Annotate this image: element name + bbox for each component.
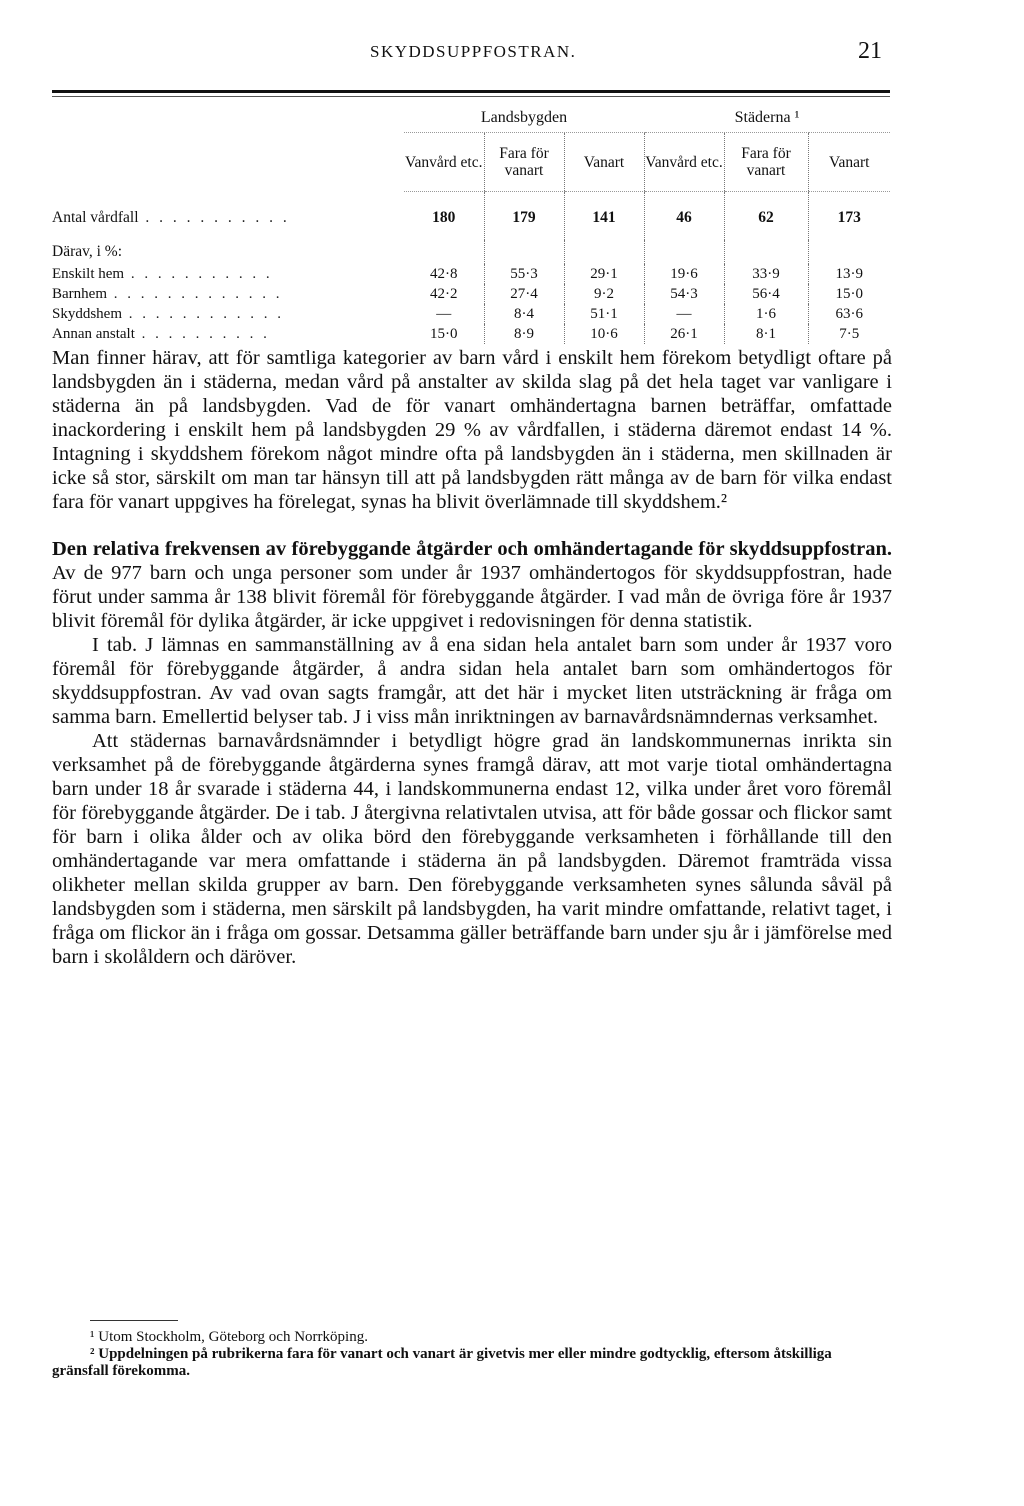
paragraph: Man finner härav, att för samtliga kategorier av barn vård i enskilt hem förekom betydligt oftare på landsbygden än i städerna, medan vård på anstalter av skilda slag på det hela taget var vanligare i städerna än på landsbygden. Vad de för vanart omhändertagna barnen beträffar, omfattade inackordering i enskilt hem på landsbygden 29 % av vårdfallen, i städerna däremot endast 14 %. Intagning i skyddshem förekom något mindre ofta på landsbygden än i städerna, men skillnaden är icke så stor, särskilt om man tar hänsyn till att på landsbygden rätt många av de barn för vilka endast fara för vanart uppgives ha förelegat, synas ha blivit överlämnade till skyddshem.²: [52, 347, 892, 513]
table-top-thin-rule: [52, 96, 890, 97]
group-header-staderna: Städerna ¹: [644, 104, 890, 133]
table-cell: 8·4: [484, 304, 564, 324]
table-cell: 56·4: [724, 284, 808, 304]
table-cell: 33·9: [724, 264, 808, 284]
table-cell: 27·4: [484, 284, 564, 304]
table-cell: 42·2: [430, 285, 458, 302]
row-label: Annan anstalt: [52, 325, 135, 342]
table-row: [52, 324, 890, 344]
leader-dots: . . . . . . . . . . .: [138, 208, 290, 226]
column-header: Vanvård etc.: [644, 133, 724, 192]
column-header: Vanart: [564, 133, 644, 192]
table-row-total: [52, 192, 890, 241]
table-cell: 62: [724, 192, 808, 241]
table-cell: 8·9: [484, 324, 564, 344]
table-subheading: Därav, i %:: [52, 243, 123, 260]
paragraph: I tab. J lämnas en sammanställning av å ena sidan hela antalet barn som under år 1937 voro föremål för förebyggande åtgärder, å andra sidan hela antalet barn som omhändertogos för skyddsuppfostran. Av vad ovan sagts framgår, att det här i mycket liten utsträckning är fråga om samma barn. Emellertid belyser tab. J i viss mån inriktningen av barnavårdsnämndernas verksamhet.: [52, 634, 892, 728]
running-title: SKYDDSUPPFOSTRAN.: [370, 42, 577, 61]
table-cell: 179: [484, 192, 564, 241]
table-cell: 180: [432, 209, 456, 226]
table-cell: 141: [564, 192, 644, 241]
statistics-table: [52, 104, 890, 344]
table-subheading-row: [52, 240, 890, 264]
table-cell: 55·3: [484, 264, 564, 284]
table-cell: 51·1: [564, 304, 644, 324]
table-cell: —: [436, 305, 452, 322]
column-header: Fara för vanart: [724, 133, 808, 192]
table-top-rule: [52, 90, 890, 93]
table-cell: 19·6: [644, 264, 724, 284]
row-label: Antal vårdfall: [52, 208, 139, 226]
table-row: [52, 304, 890, 324]
table-cell: 173: [808, 192, 890, 241]
table-group-header-row: [52, 104, 890, 133]
column-header: Vanvård etc.: [404, 133, 484, 192]
page-header: [0, 38, 1024, 72]
leader-dots: . . . . . . . . . .: [134, 325, 270, 342]
leader-dots: . . . . . . . . . . . . .: [106, 285, 283, 302]
paragraph: Att städernas barnavårdsnämnder i betydligt högre grad än landskommunernas inrikta sin verksamhet på de förebyggande åtgärderna synes framgå därav, att mot varje tiotal omhändertagna barn under 18 år svarade i städerna 44, i landskommunerna endast 12, vilka under året voro föremål för förebyggande åtgärder. De i tab. J återgivna relativtalen utvisa, att för både gossar och flickor samt för barn i olika ålder och av olika börd den förebyggande verksamheten i förhållande till den omhändertagande var mera omfattande i städerna än på landsbygden. Däremot framträda vissa olikheter mellan skilda grupper av barn. Den förebyggande verksamheten synes sålunda såväl på landsbygden som i städerna, men särskilt på landsbygden, ha varit mindre omfattande, relativt taget, i fråga om flickor än i fråga om gossar. Detsamma gäller beträffande barn under sju år i jämförelse med barn i skolåldern och däröver.: [52, 730, 892, 968]
row-label: Enskilt hem: [52, 265, 125, 282]
group-header-landsbygden: Landsbygden: [404, 104, 644, 133]
table-cell: 63·6: [808, 304, 890, 324]
leader-dots: . . . . . . . . . . .: [124, 265, 273, 282]
table-cell: 29·1: [564, 264, 644, 284]
page-number: 21: [858, 38, 882, 64]
table-cell: 54·3: [644, 284, 724, 304]
table-cell: 10·6: [564, 324, 644, 344]
table-cell: 15·0: [808, 284, 890, 304]
table-cell: 46: [644, 192, 724, 241]
footnote: ¹ Utom Stockholm, Göteborg och Norrköping.: [90, 1329, 368, 1345]
paragraph-text: Av de 977 barn och unga personer som under år 1937 omhändertogos för skyddsuppfostran, hade förut under samma år 138 blivit föremål för förebyggande åtgärder. I vad mån de övriga före år 1937 blivit föremål för dylika åtgärder, är icke uppgivet i redovisningen för denna statistik.: [52, 562, 892, 632]
paragraph: [52, 537, 892, 633]
body-text: [52, 346, 892, 969]
table-cell: 1·6: [724, 304, 808, 324]
column-header: Fara för vanart: [484, 133, 564, 192]
footnote: ² Uppdelningen på rubrikerna fara för vanart och vanart är givetvis mer eller mindre godtycklig, eftersom åtskilliga gränsfall förekomma.: [52, 1346, 832, 1379]
table-column-header-row: [52, 133, 890, 192]
table-cell: 13·9: [808, 264, 890, 284]
footnote-rule: [90, 1320, 178, 1321]
table-cell: 8·1: [724, 324, 808, 344]
row-label: Barnhem: [52, 285, 107, 302]
column-header: Vanart: [808, 133, 890, 192]
table-cell: 15·0: [430, 325, 458, 342]
footnotes: [52, 1320, 892, 1380]
table-cell: 7·5: [808, 324, 890, 344]
table-row: [52, 264, 890, 284]
table-cell: 9·2: [564, 284, 644, 304]
table-row: [52, 284, 890, 304]
table-cell: —: [644, 304, 724, 324]
run-in-heading: Den relativa frekvensen av förebyggande åtgärder och omhändertagande för skyddsuppfostran.: [52, 538, 892, 560]
table-cell: 26·1: [644, 324, 724, 344]
table-cell: 42·8: [430, 265, 458, 282]
leader-dots: . . . . . . . . . . . .: [122, 305, 285, 322]
row-label: Skyddshem: [52, 305, 123, 322]
